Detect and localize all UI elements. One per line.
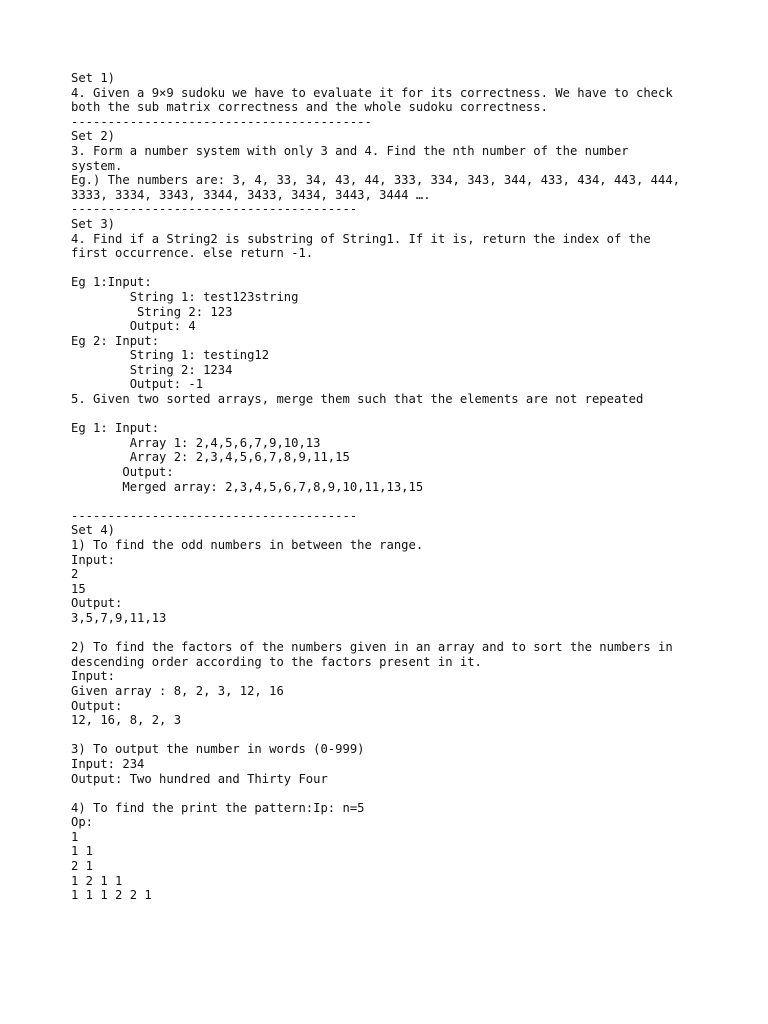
text-line: Output: Two hundred and Thirty Four — [71, 771, 328, 786]
text-line: --------------------------------------- — [71, 508, 358, 523]
text-line: Output: — [71, 596, 123, 611]
text-line: Output: — [71, 465, 174, 480]
text-line: Input: — [71, 669, 116, 684]
text-line: Input: 234 — [71, 756, 145, 771]
text-line: both the sub matrix correctness and the whole sudoku correctness. — [71, 100, 548, 115]
text-line: Output: — [71, 698, 123, 713]
text-line: Array 1: 2,4,5,6,7,9,10,13 — [71, 435, 321, 450]
text-line: String 2: 123 — [71, 304, 233, 319]
text-line: Given array : 8, 2, 3, 12, 16 — [71, 683, 284, 698]
text-line: 3) To output the number in words (0-999) — [71, 742, 365, 757]
text-line: 3. Form a number system with only 3 and 4. Find the nth number of the number — [71, 143, 629, 158]
text-line: --------------------------------------- — [71, 202, 358, 217]
text-line: 2 1 — [71, 859, 94, 874]
text-line: 1 — [71, 829, 79, 844]
text-line — [71, 728, 711, 743]
text-line: Set 1) — [71, 71, 116, 85]
text-line: 5. Given two sorted arrays, merge them such that the elements are not repeated — [71, 392, 644, 407]
text-line — [71, 407, 711, 422]
text-line: Merged array: 2,3,4,5,6,7,8,9,10,11,13,15 — [71, 479, 424, 494]
text-line: Set 4) — [71, 523, 116, 538]
text-line: 4) To find the print the pattern:Ip: n=5 — [71, 800, 365, 815]
text-line — [71, 626, 711, 641]
document-body — [71, 71, 711, 903]
text-line: String 1: testing12 — [71, 348, 270, 363]
text-line: 4. Find if a String2 is substring of String1. If it is, return the index of the — [71, 231, 651, 246]
text-line: 1 1 — [71, 844, 94, 859]
text-line: 1 1 1 2 2 1 — [71, 888, 152, 903]
text-line — [71, 494, 711, 509]
text-line: 1) To find the odd numbers in between the range. — [71, 538, 424, 552]
text-line: String 2: 1234 — [71, 362, 233, 377]
text-line: Set 2) — [71, 129, 116, 144]
text-line: Input: — [71, 552, 116, 567]
text-line: Array 2: 2,3,4,5,6,7,8,9,11,15 — [71, 450, 350, 465]
text-line: Output: -1 — [71, 377, 204, 392]
text-line: Eg.) The numbers are: 3, 4, 33, 34, 43, 44, 333, 334, 343, 344, 433, 434, 443, 444, — [71, 173, 681, 188]
text-line: Eg 1:Input: — [71, 275, 152, 290]
text-line: 2) To find the factors of the numbers given in an array and to sort the numbers in — [71, 640, 673, 655]
text-line: Op: — [71, 815, 94, 830]
text-line: ----------------------------------------- — [71, 114, 372, 129]
text-line: 4. Given a 9×9 sudoku we have to evaluate it for its correctness. We have to check — [71, 85, 673, 100]
text-line: 2 — [71, 567, 79, 582]
text-line: 3333, 3334, 3343, 3344, 3433, 3434, 3443, 3444 …. — [71, 187, 431, 202]
text-line: 15 — [71, 581, 86, 596]
text-line: Set 3) — [71, 216, 116, 231]
text-line: descending order according to the factors present in it. — [71, 654, 482, 669]
text-line: Output: 4 — [71, 319, 196, 334]
text-line: Eg 1: Input: — [71, 421, 160, 436]
text-line: 12, 16, 8, 2, 3 — [71, 713, 182, 728]
text-line: 1 2 1 1 — [71, 873, 123, 888]
text-line — [71, 786, 711, 801]
text-line: String 1: test123string — [71, 289, 299, 304]
text-line — [71, 261, 711, 276]
text-line: Eg 2: Input: — [71, 333, 160, 348]
text-line: system. — [71, 158, 123, 173]
text-line: first occurrence. else return -1. — [71, 246, 314, 261]
text-line: 3,5,7,9,11,13 — [71, 610, 167, 625]
